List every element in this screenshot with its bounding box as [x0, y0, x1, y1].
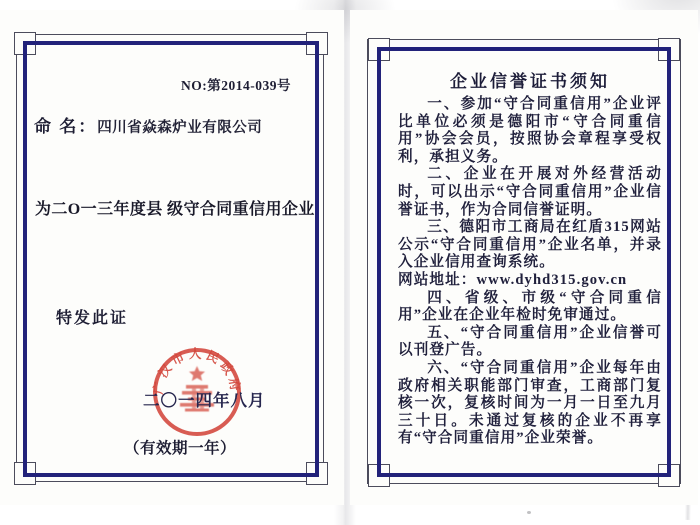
name-line: [34, 112, 262, 137]
notice-body: [398, 96, 662, 448]
seal-text: 广汉市人民政府: [151, 347, 243, 396]
date-line: 二〇一四年八月: [143, 391, 266, 410]
notice-paragraph: 五、“守合同重信用”企业信誉可以刊登广告。: [398, 324, 662, 359]
notice-paragraph: 一、参加“守合同重信用”企业评比单位必须是德阳市“守合同重信用”协会会员，按照协会章程享受权利，承担义务。: [398, 96, 662, 165]
notice-paragraph: 三、德阳市工商局在红盾315网站公示“守合同重信用”企业名单，并录入企业信用查询系统。: [398, 219, 662, 271]
serial-number: NO:第2014-039号: [181, 78, 291, 93]
notice-paragraph: 四、省级、市级“守合同重信用”企业在企业年检时免审通过。: [398, 289, 662, 324]
emblem-star-icon: [189, 366, 205, 381]
notice-title: 企业信誉证书须知: [450, 72, 610, 91]
issue-statement: 特发此证: [56, 310, 129, 327]
notice-paragraph: 六、“守合同重信用”企业每年由政府相关职能部门审查，工商部门复核一次，复核时间为一月一日至九月三十日。未通过复核的企业不再享有“守合同重信用”企业荣誉。: [398, 359, 662, 447]
certificate-right-page: [350, 10, 698, 505]
scan-speck: [527, 511, 531, 514]
notice-paragraph: 二、企业在开展对外经营活动时，可以出示“守合同重信用”企业信誉证书，作为合同信誉证明。: [398, 166, 662, 218]
company-name: 四川省焱森炉业有限公司: [97, 120, 263, 136]
notice-website-line: 网站地址：www.dyhd315.gov.cn: [398, 271, 628, 288]
certificate-left-page: [0, 10, 344, 505]
award-title: 为二O一三年度县 级守合同重信用企业: [35, 201, 315, 218]
validity-note: （有效期一年）: [124, 440, 237, 457]
name-label: 命 名：: [34, 117, 98, 136]
